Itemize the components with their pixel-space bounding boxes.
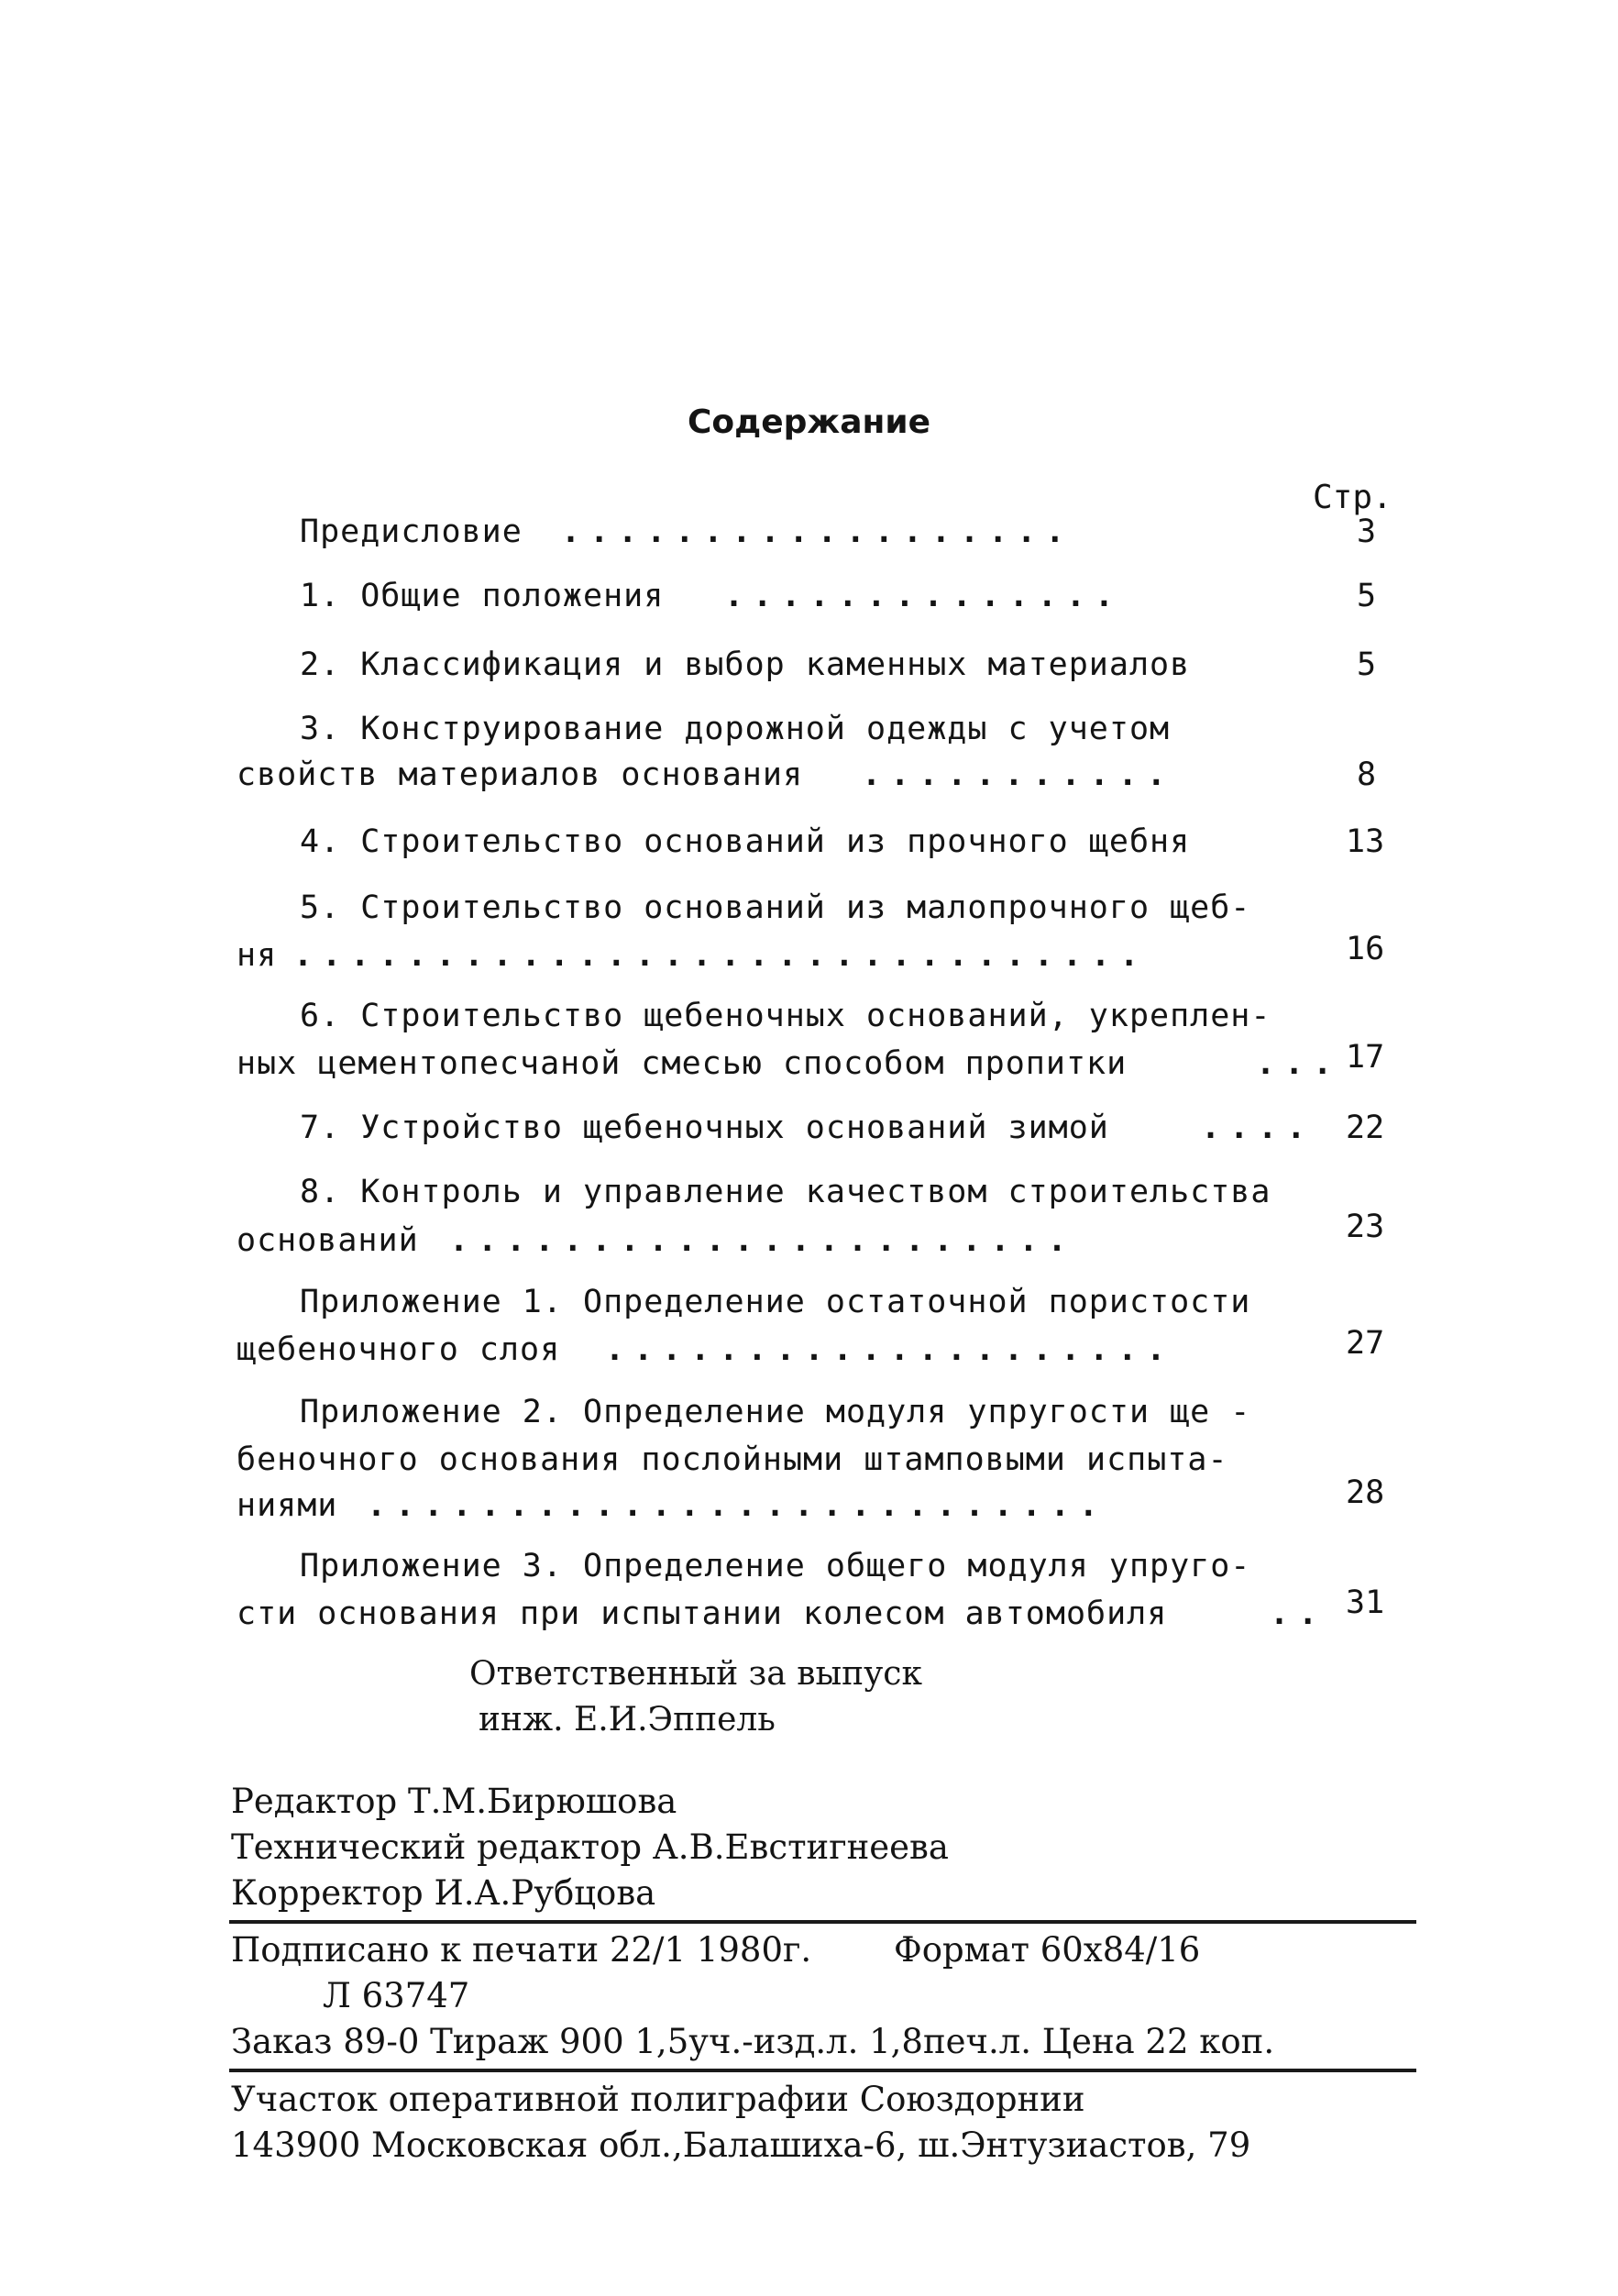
toc-app1-page: 27 [1346,1325,1385,1362]
responsible-line2: инж. Е.И.Эппель [479,1701,776,1739]
toc-app3-line1: Приложение 3. Определение общего модуля упруго- [300,1548,1251,1584]
toc-app1-line1: Приложение 1. Определение остаточной пористости [300,1284,1251,1320]
dot-leader: .............................. [293,937,1149,974]
dot-leader: .. [1270,1595,1327,1632]
divider [229,1920,1416,1924]
toc-s7-page: 22 [1346,1109,1385,1146]
toc-s5-line1: 5. Строительство оснований из малопрочного щеб- [300,889,1251,926]
divider [229,2069,1416,2072]
toc-s6-line2: ных цементопесчаной смесью способом пропитки [237,1045,1128,1082]
toc-app3-page: 31 [1346,1584,1385,1621]
toc-app2-line3: ниями [237,1487,338,1524]
dot-leader: ........... [862,756,1175,793]
toc-s3-line2: свойств материалов основания [237,756,804,793]
toc-s4-label: 4. Строительство оснований из прочного щебня [300,823,1191,860]
printer-address: 143900 Московская обл.,Балашиха-6, ш.Энтузиастов, 79 [231,2125,1251,2165]
license-number: Л 63747 [323,1976,470,2015]
dot-leader: .............. [724,578,1124,614]
toc-s3-line1: 3. Конструирование дорожной одежды с учетом [300,711,1171,747]
toc-s5-page: 16 [1346,931,1385,967]
tech-editor: Технический редактор А.В.Евстигнеева [231,1827,949,1867]
dot-leader: ...................... [449,1222,1076,1259]
signed-date: Подписано к печати 22/1 1980г. [231,1930,812,1970]
toc-app3-line2: сти основания при испытании колесом автомобиля [237,1595,1168,1632]
editor: Редактор Т.М.Бирюшова [231,1782,677,1821]
toc-s1-page: 5 [1357,578,1377,614]
toc-s3-page: 8 [1357,756,1377,793]
toc-s7-label: 7. Устройство щебеночных оснований зимой [300,1109,1109,1146]
dot-leader: ... [1256,1045,1342,1082]
dot-leader: .................. [561,513,1074,550]
proofreader: Корректор И.А.Рубцова [231,1873,656,1913]
toc-app2-line1: Приложение 2. Определение модуля упругости ще - [300,1394,1251,1430]
order-info: Заказ 89-0 Тираж 900 1,5уч.-изд.л. 1,8печ.л. Цена 22 коп. [231,2022,1275,2061]
paper-format: Формат 60х84/16 [894,1930,1201,1970]
dot-leader: .................... [605,1331,1175,1368]
toc-s5-line2: ня [237,937,278,974]
toc-preface-label: Предисловие [300,513,523,550]
toc-app1-line2: щебеночного слоя [237,1331,561,1368]
dot-leader: .... [1201,1109,1315,1146]
toc-s8-line1: 8. Контроль и управление качеством строительства [300,1174,1271,1210]
toc-s8-line2: оснований [237,1222,419,1259]
page-title: Содержание [687,403,931,441]
toc-app2-page: 28 [1346,1474,1385,1511]
page-column-header: Стр. [1313,479,1392,516]
toc-preface-page: 3 [1357,513,1377,550]
responsible-line1: Ответственный за выпуск [469,1655,922,1693]
toc-s6-line1: 6. Строительство щебеночных оснований, укреплен- [300,998,1271,1034]
dot-leader: .......................... [367,1487,1107,1524]
toc-app2-line2: беночного основания послойными штамповыми испыта- [237,1441,1228,1478]
toc-s8-page: 23 [1346,1209,1385,1245]
toc-s4-page: 13 [1346,823,1385,860]
printer-name: Участок оперативной полиграфии Союздорнии [231,2080,1085,2119]
toc-s1-label: 1. Общие положения [300,578,665,614]
toc-s2-label: 2. Классификация и выбор каменных материалов [300,646,1191,683]
toc-s6-page: 17 [1346,1039,1385,1076]
toc-s2-page: 5 [1357,646,1377,683]
